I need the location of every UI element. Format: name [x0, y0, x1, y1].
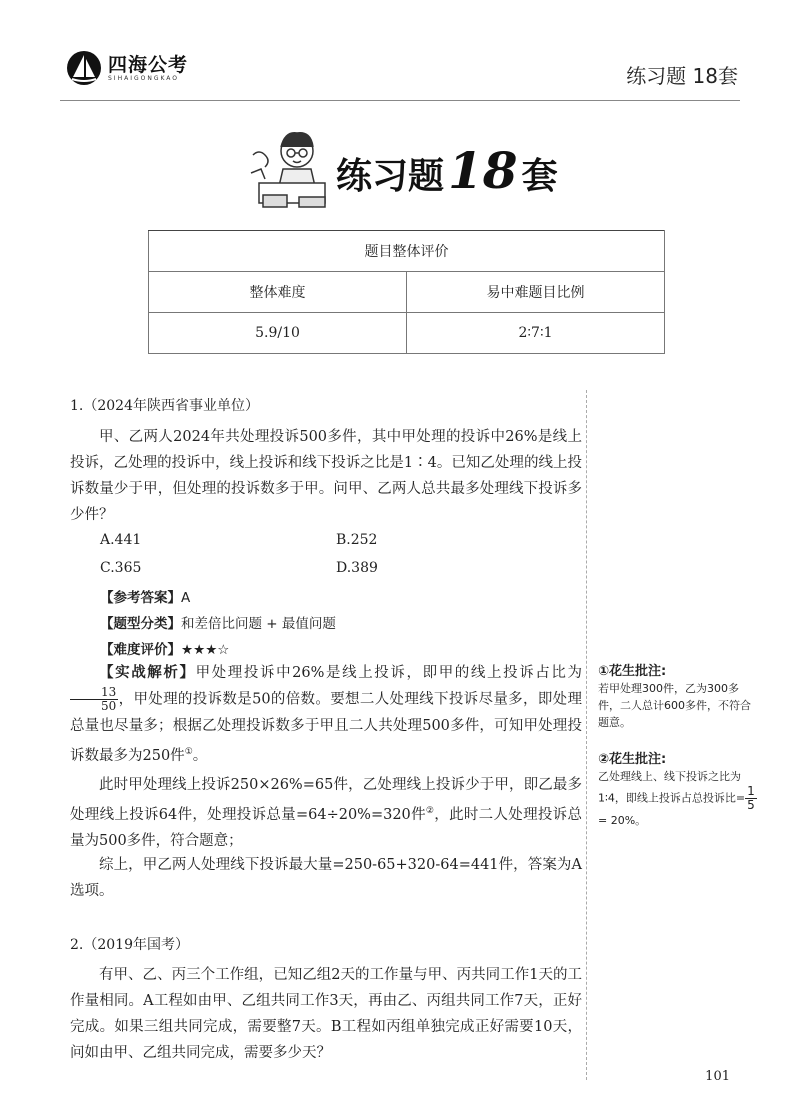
type-tag: 【题型分类】	[100, 616, 181, 632]
question-1-heading: 1.（2024年陕西省事业单位）	[70, 398, 259, 414]
analysis-text-2a: 此时甲处理线上投诉250×26%=65件，乙处理线上投诉少于甲，即乙最多处理线上投诉64件，处理投诉总量=64÷20%=320件	[70, 777, 582, 823]
sailboat-logo-icon	[66, 50, 102, 86]
title-number: 18	[448, 140, 518, 200]
type-line	[100, 612, 336, 632]
title-suffix: 套	[521, 155, 558, 197]
analysis-text-1b: ，甲处理的投诉数是50的倍数。要想二人处理线下投诉尽量多，即处理总量也尽量多；根据乙处理投诉数多于甲且二人共处理500多件，可知甲处理投诉数最多为250件	[70, 691, 582, 764]
mascot-reading-icon	[245, 125, 340, 215]
difficulty-stars: ★★★☆	[181, 642, 230, 658]
note-1-title: ①花生批注:	[598, 664, 667, 679]
chapter-title	[245, 125, 558, 215]
footnote-mark-1: ①	[184, 747, 193, 757]
page-title	[336, 141, 558, 200]
analysis-paragraph-3: 综上，甲乙两人处理线下投诉最大量=250-65+320-64=441件，答案为A选项。	[70, 857, 582, 899]
analysis-text-1c: 。	[192, 747, 208, 764]
answer-value: A	[181, 590, 191, 606]
option-d: D.389	[336, 560, 378, 576]
question-2-heading: 2.（2019年国考）	[70, 937, 189, 953]
note-2-fraction-numerator: 1	[747, 784, 755, 798]
fraction-13-50	[70, 686, 118, 713]
fraction-numerator: 13	[70, 686, 118, 700]
analysis-text-2b: ，此时二人处理投诉总量为500多件，符合题意；	[70, 806, 582, 849]
analysis-text-1a: 甲处理投诉中26%是线上投诉，即甲的线上投诉占比为	[195, 665, 582, 681]
logo-chinese-name: 四海公考	[108, 53, 189, 76]
logo-english-name: SIHAIGONGKAO	[108, 74, 180, 82]
question-2-stem: 有甲、乙、丙三个工作组，已知乙组2天的工作量与甲、丙共同工作1天的工作量相同。A工程如由甲、乙组共同工作3天，再由乙、丙组共同工作7天，正好完成。如果三组共同完成，需要整7天。B工程如丙组单独完成正好需要10天，问如由甲、乙组共同完成，需要多少天？	[70, 967, 582, 1061]
header-divider	[60, 100, 740, 101]
option-b: B.252	[336, 532, 378, 548]
option-c: C.365	[100, 560, 142, 576]
note-2-title: ②花生批注:	[598, 752, 667, 767]
answer-line	[100, 586, 190, 606]
type-value: 和差倍比问题 + 最值问题	[181, 616, 336, 632]
col-ratio-header: 易中难题目比例	[407, 272, 665, 313]
note-2-fraction	[745, 785, 757, 812]
publisher-logo	[66, 50, 188, 86]
page-number: 101	[705, 1069, 730, 1084]
option-a: A.441	[100, 532, 142, 548]
note-2-body	[598, 768, 758, 829]
difficulty-value: 5.9/10	[149, 313, 407, 354]
col-difficulty-header: 整体难度	[149, 272, 407, 313]
margin-divider	[586, 390, 587, 1080]
evaluation-caption: 题目整体评价	[149, 231, 665, 272]
title-prefix: 练习题	[336, 155, 445, 197]
note-2-text-a: 乙处理线上、线下投诉之比为1∶4，即线上投诉占总投诉比=	[598, 770, 746, 805]
note-2-fraction-denominator: 5	[747, 798, 755, 812]
analysis-tag: 【实战解析】	[99, 665, 196, 681]
difficulty-tag: 【难度评价】	[100, 642, 181, 658]
running-header-title: 练习题 18套	[626, 64, 738, 88]
note-2-text-b: = 20%。	[598, 814, 647, 827]
analysis-paragraph-2	[70, 772, 582, 854]
evaluation-table	[148, 230, 665, 354]
analysis-paragraph-1	[70, 660, 582, 769]
ratio-value: 2∶7∶1	[407, 313, 665, 354]
difficulty-line	[100, 638, 229, 658]
answer-tag: 【参考答案】	[100, 590, 181, 606]
note-1-body: 若甲处理300件，乙为300多件，二人总计600多件，不符合题意。	[598, 682, 751, 729]
question-1-stem: 甲、乙两人2024年共处理投诉500多件，其中甲处理的投诉中26%是线上投诉，乙处理的投诉中，线上投诉和线下投诉之比是1∶4。已知乙处理的线上投诉数量少于甲，但处理的投诉数多于甲。问甲、乙两人总共最多处理线下投诉多少件？	[70, 429, 582, 523]
fraction-denominator: 50	[101, 699, 117, 713]
footnote-mark-2: ②	[425, 806, 435, 816]
